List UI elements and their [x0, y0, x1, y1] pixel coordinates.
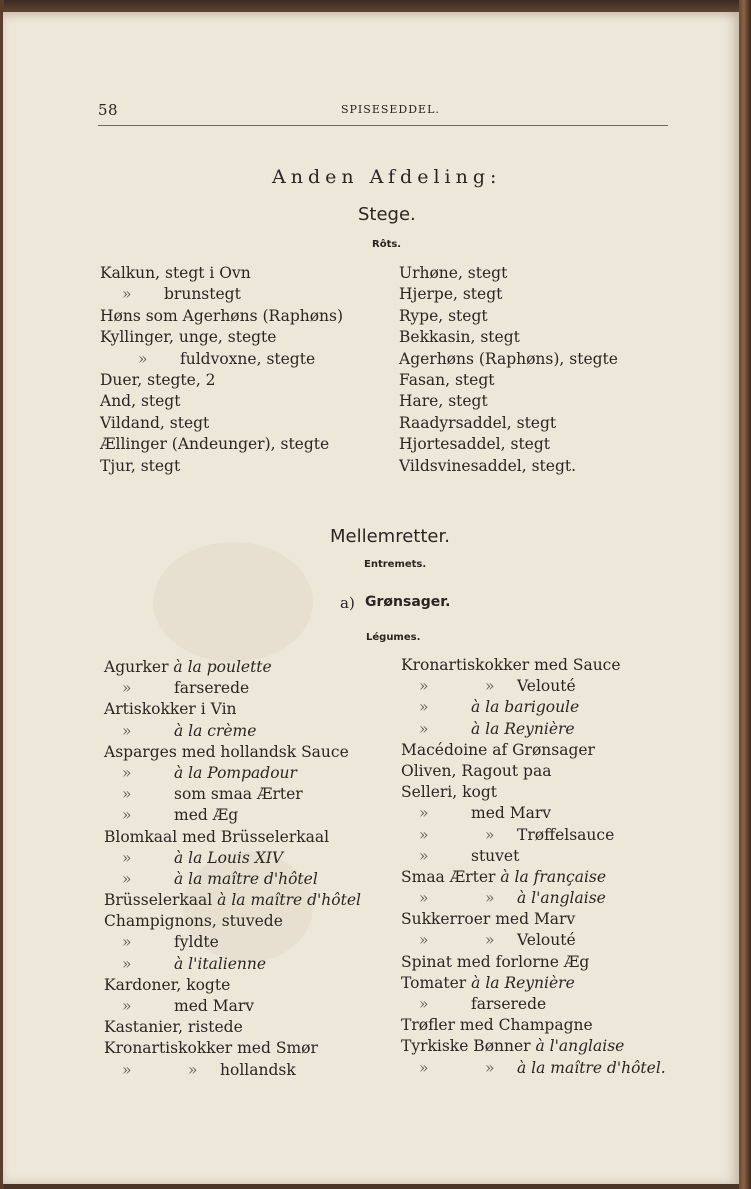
menu-item: [104, 911, 361, 932]
menu-item-text: Tjur, stegt: [100, 456, 181, 475]
menu-item: [100, 370, 343, 391]
ditto-mark: »: [122, 933, 132, 952]
menu-item: Fasan, stegt: [399, 370, 495, 389]
ditto-mark: »: [485, 825, 495, 844]
menu-item: [401, 740, 666, 761]
menu-item: [104, 996, 361, 1017]
menu-item-text: fuldvoxne, stegte: [180, 349, 316, 368]
menu-item: [104, 869, 361, 890]
menu-item-text: Macédoine af Grønsager: [401, 740, 595, 759]
menu-item: [104, 721, 361, 742]
running-title: SPISESEDDEL.: [341, 103, 440, 116]
menu-item-text: som smaa Ærter: [174, 785, 303, 804]
ditto-mark: »: [419, 889, 429, 908]
menu-item: Urhøne, stegt: [399, 264, 508, 282]
ditto-mark: »: [122, 763, 132, 782]
ditto-mark: »: [419, 995, 429, 1013]
ditto-mark: »: [122, 679, 132, 698]
menu-item: [401, 1058, 666, 1079]
menu-item: Hjerpe, stegt: [399, 285, 503, 304]
menu-item: Vildsvinesaddel, stegt.: [399, 456, 577, 475]
menu-item: [401, 761, 666, 782]
menu-item-text: fyldte: [174, 933, 219, 952]
menu-item: [100, 284, 343, 305]
menu-item-text: farserede: [174, 679, 250, 698]
menu-item-text: hollandsk: [220, 1060, 296, 1079]
section-sublabel: Rôts.: [372, 239, 402, 250]
menu-item: [401, 803, 666, 824]
menu-item: [401, 655, 666, 676]
ditto-mark: »: [485, 677, 495, 696]
menu-item: [100, 434, 343, 455]
menu-item: [104, 742, 361, 763]
ditto-mark: »: [122, 285, 132, 304]
paper-stain: [153, 542, 313, 662]
menu-item-italic: à la Louis XIV: [174, 848, 284, 867]
menu-item-italic: à la Reynière: [471, 719, 575, 738]
menu-item-text: Velouté: [517, 677, 576, 696]
menu-item: [104, 699, 361, 720]
book-binding: [739, 0, 751, 1189]
ditto-mark: »: [122, 1060, 132, 1079]
menu-item-italic: à la poulette: [173, 658, 272, 676]
menu-item-text: Spinat med forlorne Æg: [401, 952, 590, 971]
menu-item-text: Trøfler med Champagne: [401, 1016, 593, 1035]
menu-item: [401, 697, 666, 718]
menu-item-text: med Æg: [174, 806, 239, 825]
groensager-right-column: [401, 655, 666, 1079]
menu-item: [104, 784, 361, 805]
menu-item-text: stuvet: [471, 846, 520, 865]
menu-item-text: And, stegt: [100, 392, 181, 411]
menu-item: [100, 413, 343, 434]
menu-item-text: Smaa Ærter: [401, 867, 501, 886]
mellemretter-sublabel: Entremets.: [364, 559, 427, 570]
menu-item-italic: à la maître d'hôtel.: [517, 1058, 666, 1077]
menu-item-text: Tyrkiske Bønner: [401, 1037, 536, 1056]
ditto-mark: »: [485, 889, 495, 908]
menu-item: [100, 456, 343, 477]
menu-item-text: Duer, stegte, 2: [100, 370, 216, 389]
menu-item: [401, 888, 666, 909]
menu-item-italic: à la Reynière: [471, 973, 575, 992]
ditto-mark: »: [122, 869, 132, 888]
menu-item-text: Kalkun, stegt i Ovn: [100, 264, 251, 282]
subsection-letter: a): [340, 594, 355, 612]
menu-item-text: Trøffelsauce: [517, 825, 615, 844]
menu-item: Hjortesaddel, stegt: [399, 435, 550, 454]
header-rule: [98, 125, 668, 126]
menu-item: [100, 349, 343, 370]
menu-item-text: Sukkerroer med Marv: [401, 910, 576, 929]
ditto-mark: »: [485, 1058, 495, 1077]
ditto-mark: »: [419, 931, 429, 950]
menu-item-text: Agurker: [104, 658, 174, 676]
ditto-mark: »: [419, 1058, 429, 1077]
ditto-mark: »: [419, 698, 429, 717]
menu-item-italic: à la crème: [174, 721, 257, 740]
menu-item-text: brunstegt: [164, 285, 241, 304]
subsection-sublabel: Légumes.: [366, 632, 421, 643]
menu-item: [104, 932, 361, 953]
ditto-mark: »: [419, 719, 429, 738]
menu-item: Raadyrsaddel, stegt: [399, 413, 557, 432]
menu-item: [401, 846, 666, 867]
menu-item: [104, 975, 361, 996]
menu-item-text: med Marv: [174, 997, 254, 1015]
menu-item-text: Artiskokker i Vin: [104, 700, 237, 719]
menu-item: [104, 763, 361, 784]
ditto-mark: »: [122, 721, 132, 740]
menu-item-text: med Marv: [471, 804, 551, 823]
menu-item: [104, 805, 361, 826]
menu-item: [104, 954, 361, 975]
mellemretter-title: Mellemretter.: [330, 526, 450, 547]
menu-item: Bekkasin, stegt: [399, 328, 520, 347]
menu-item-italic: à la maître d'hôtel: [174, 869, 318, 888]
menu-item-text: Selleri, kogt: [401, 783, 497, 802]
menu-item: [104, 678, 361, 699]
ditto-mark: »: [188, 1060, 198, 1079]
ditto-mark: »: [122, 848, 132, 867]
menu-item-text: Kastanier, ristede: [104, 1018, 243, 1037]
menu-item: Agerhøns (Raphøns), stegte: [399, 349, 618, 368]
menu-item-text: Kronartiskokker med Smør: [104, 1039, 318, 1058]
stege-left-column: [100, 263, 343, 477]
menu-item-text: Høns som Agerhøns (Raphøns): [100, 306, 344, 325]
subsection-title: Grønsager.: [365, 594, 451, 610]
page-number: 58: [98, 101, 119, 119]
menu-item-text: Asparges med hollandsk Sauce: [104, 742, 349, 761]
stege-right-column: [399, 263, 618, 477]
menu-item-text: farserede: [471, 995, 547, 1013]
menu-item-italic: à la française: [500, 867, 607, 886]
menu-item: [401, 719, 666, 740]
menu-item: [104, 1017, 361, 1038]
menu-item: [104, 657, 361, 678]
menu-item-italic: à la barigoule: [471, 698, 580, 717]
menu-item: [401, 825, 666, 846]
menu-item: [401, 994, 666, 1015]
menu-item-italic: à la maître d'hôtel: [217, 891, 361, 910]
menu-item: [100, 391, 343, 412]
ditto-mark: »: [122, 806, 132, 825]
menu-item: [401, 952, 666, 973]
ditto-mark: »: [122, 997, 132, 1015]
ditto-mark: »: [138, 349, 148, 368]
menu-item-text: Oliven, Ragout paa: [401, 761, 552, 780]
ditto-mark: »: [122, 954, 132, 973]
menu-item: [401, 867, 666, 888]
menu-item-italic: à la Pompadour: [174, 763, 297, 782]
menu-item-text: Kyllinger, unge, stegte: [100, 328, 277, 347]
ditto-mark: »: [122, 785, 132, 804]
section-title: Anden Afdeling:: [272, 166, 502, 188]
menu-item-text: Kronartiskokker med Sauce: [401, 656, 621, 674]
menu-item: [100, 263, 343, 284]
menu-item: [104, 1060, 361, 1081]
menu-item: [100, 306, 343, 327]
menu-item: [401, 909, 666, 930]
menu-item-italic: à l'italienne: [174, 954, 267, 973]
groensager-left-column: [104, 657, 361, 1081]
ditto-mark: »: [419, 846, 429, 865]
menu-item-text: Brüsselerkaal: [104, 891, 218, 910]
menu-item: [100, 327, 343, 348]
menu-item: [401, 1015, 666, 1036]
menu-item-text: Vildand, stegt: [100, 413, 210, 432]
menu-item: [401, 1036, 666, 1057]
menu-item-text: Kardoner, kogte: [104, 975, 231, 994]
menu-item-text: Blomkaal med Brüsselerkaal: [104, 827, 330, 846]
ditto-mark: »: [485, 931, 495, 950]
menu-item: Rype, stegt: [399, 306, 488, 325]
menu-item-italic: à l'anglaise: [517, 889, 606, 908]
menu-item: [104, 890, 361, 911]
menu-item-text: Ællinger (Andeunger), stegte: [100, 435, 330, 454]
ditto-mark: »: [419, 804, 429, 823]
menu-item-text: Tomater: [401, 973, 472, 992]
menu-item-text: Champignons, stuvede: [104, 912, 283, 931]
menu-item: [104, 827, 361, 848]
menu-item: [104, 1038, 361, 1059]
section-subtitle: Stege.: [358, 204, 416, 225]
ditto-mark: »: [419, 825, 429, 844]
ditto-mark: »: [419, 677, 429, 696]
menu-item: [401, 930, 666, 951]
book-top-edge: [0, 0, 751, 12]
menu-item-italic: à l'anglaise: [535, 1037, 625, 1056]
menu-item: Hare, stegt: [399, 392, 488, 411]
menu-item-text: Velouté: [517, 931, 576, 950]
menu-item: [104, 848, 361, 869]
menu-item: [401, 973, 666, 994]
menu-item: [401, 676, 666, 697]
menu-item: [401, 782, 666, 803]
